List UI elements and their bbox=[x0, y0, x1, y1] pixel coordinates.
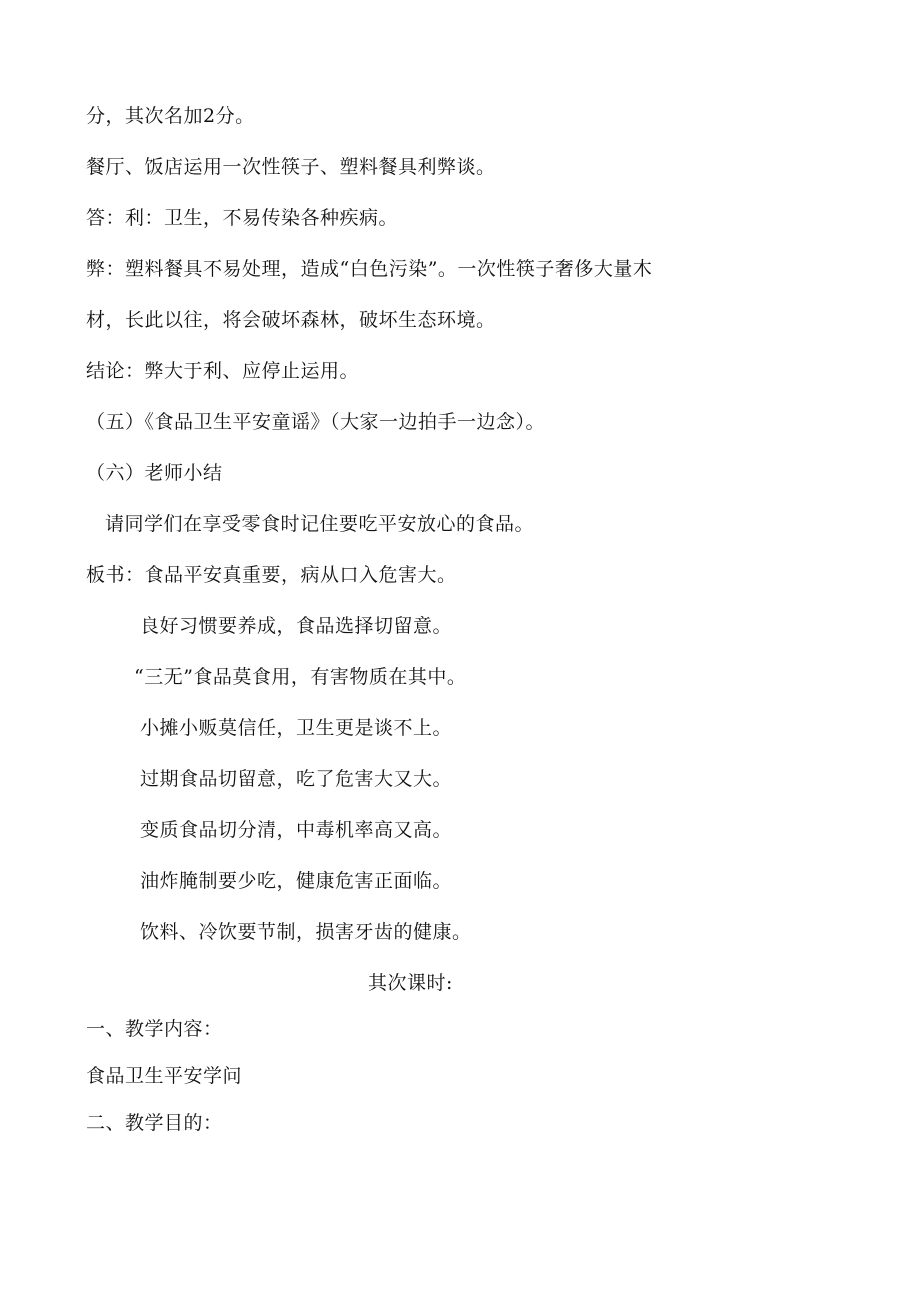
text-line: 餐厅、饭店运用一次性筷子、塑料餐具利弊谈。 bbox=[86, 156, 496, 178]
text-line: 食品卫生平安学问 bbox=[86, 1065, 243, 1087]
section-heading: （五）《食品卫生平安童谣》（大家一边拍手一边念）。 bbox=[86, 411, 546, 433]
blackboard-line: 变质食品切分清，中毒机率高又高。 bbox=[140, 819, 453, 841]
text-line: 材，长此以往，将会破坏森林，破坏生态环境。 bbox=[86, 309, 496, 331]
blackboard-line: 小摊小贩莫信任，卫生更是谈不上。 bbox=[140, 717, 453, 739]
blackboard-line: 过期食品切留意，吃了危害大又大。 bbox=[140, 768, 453, 790]
section-heading: （六）老师小结 bbox=[86, 462, 223, 484]
text-line: 答：利：卫生，不易传染各种疾病。 bbox=[86, 207, 399, 229]
blackboard-line: 饮料、冷饮要节制，损害牙齿的健康。 bbox=[140, 921, 472, 943]
blackboard-line: 良好习惯要养成，食品选择切留意。 bbox=[140, 615, 453, 637]
blackboard-heading: 板书：食品平安真重要，病从口入危害大。 bbox=[86, 564, 457, 586]
section-heading: 二、教学目的： bbox=[86, 1112, 223, 1134]
text-line: 弊：塑料餐具不易处理，造成“白色污染”。一次性筷子奢侈大量木 bbox=[86, 258, 653, 280]
text-line: 结论：弊大于利、应停止运用。 bbox=[86, 360, 360, 382]
section-heading: 一、教学内容： bbox=[86, 1018, 223, 1040]
lesson-title: 其次课时: bbox=[368, 972, 453, 994]
blackboard-line: 油炸腌制要少吃，健康危害正面临。 bbox=[140, 870, 453, 892]
text-line: 分，其次名加2分。 bbox=[86, 105, 255, 127]
blackboard-line: “三无”食品莫食用，有害物质在其中。 bbox=[134, 666, 467, 688]
text-line: 请同学们在享受零食时记住要吃平安放心的食品。 bbox=[105, 513, 535, 535]
